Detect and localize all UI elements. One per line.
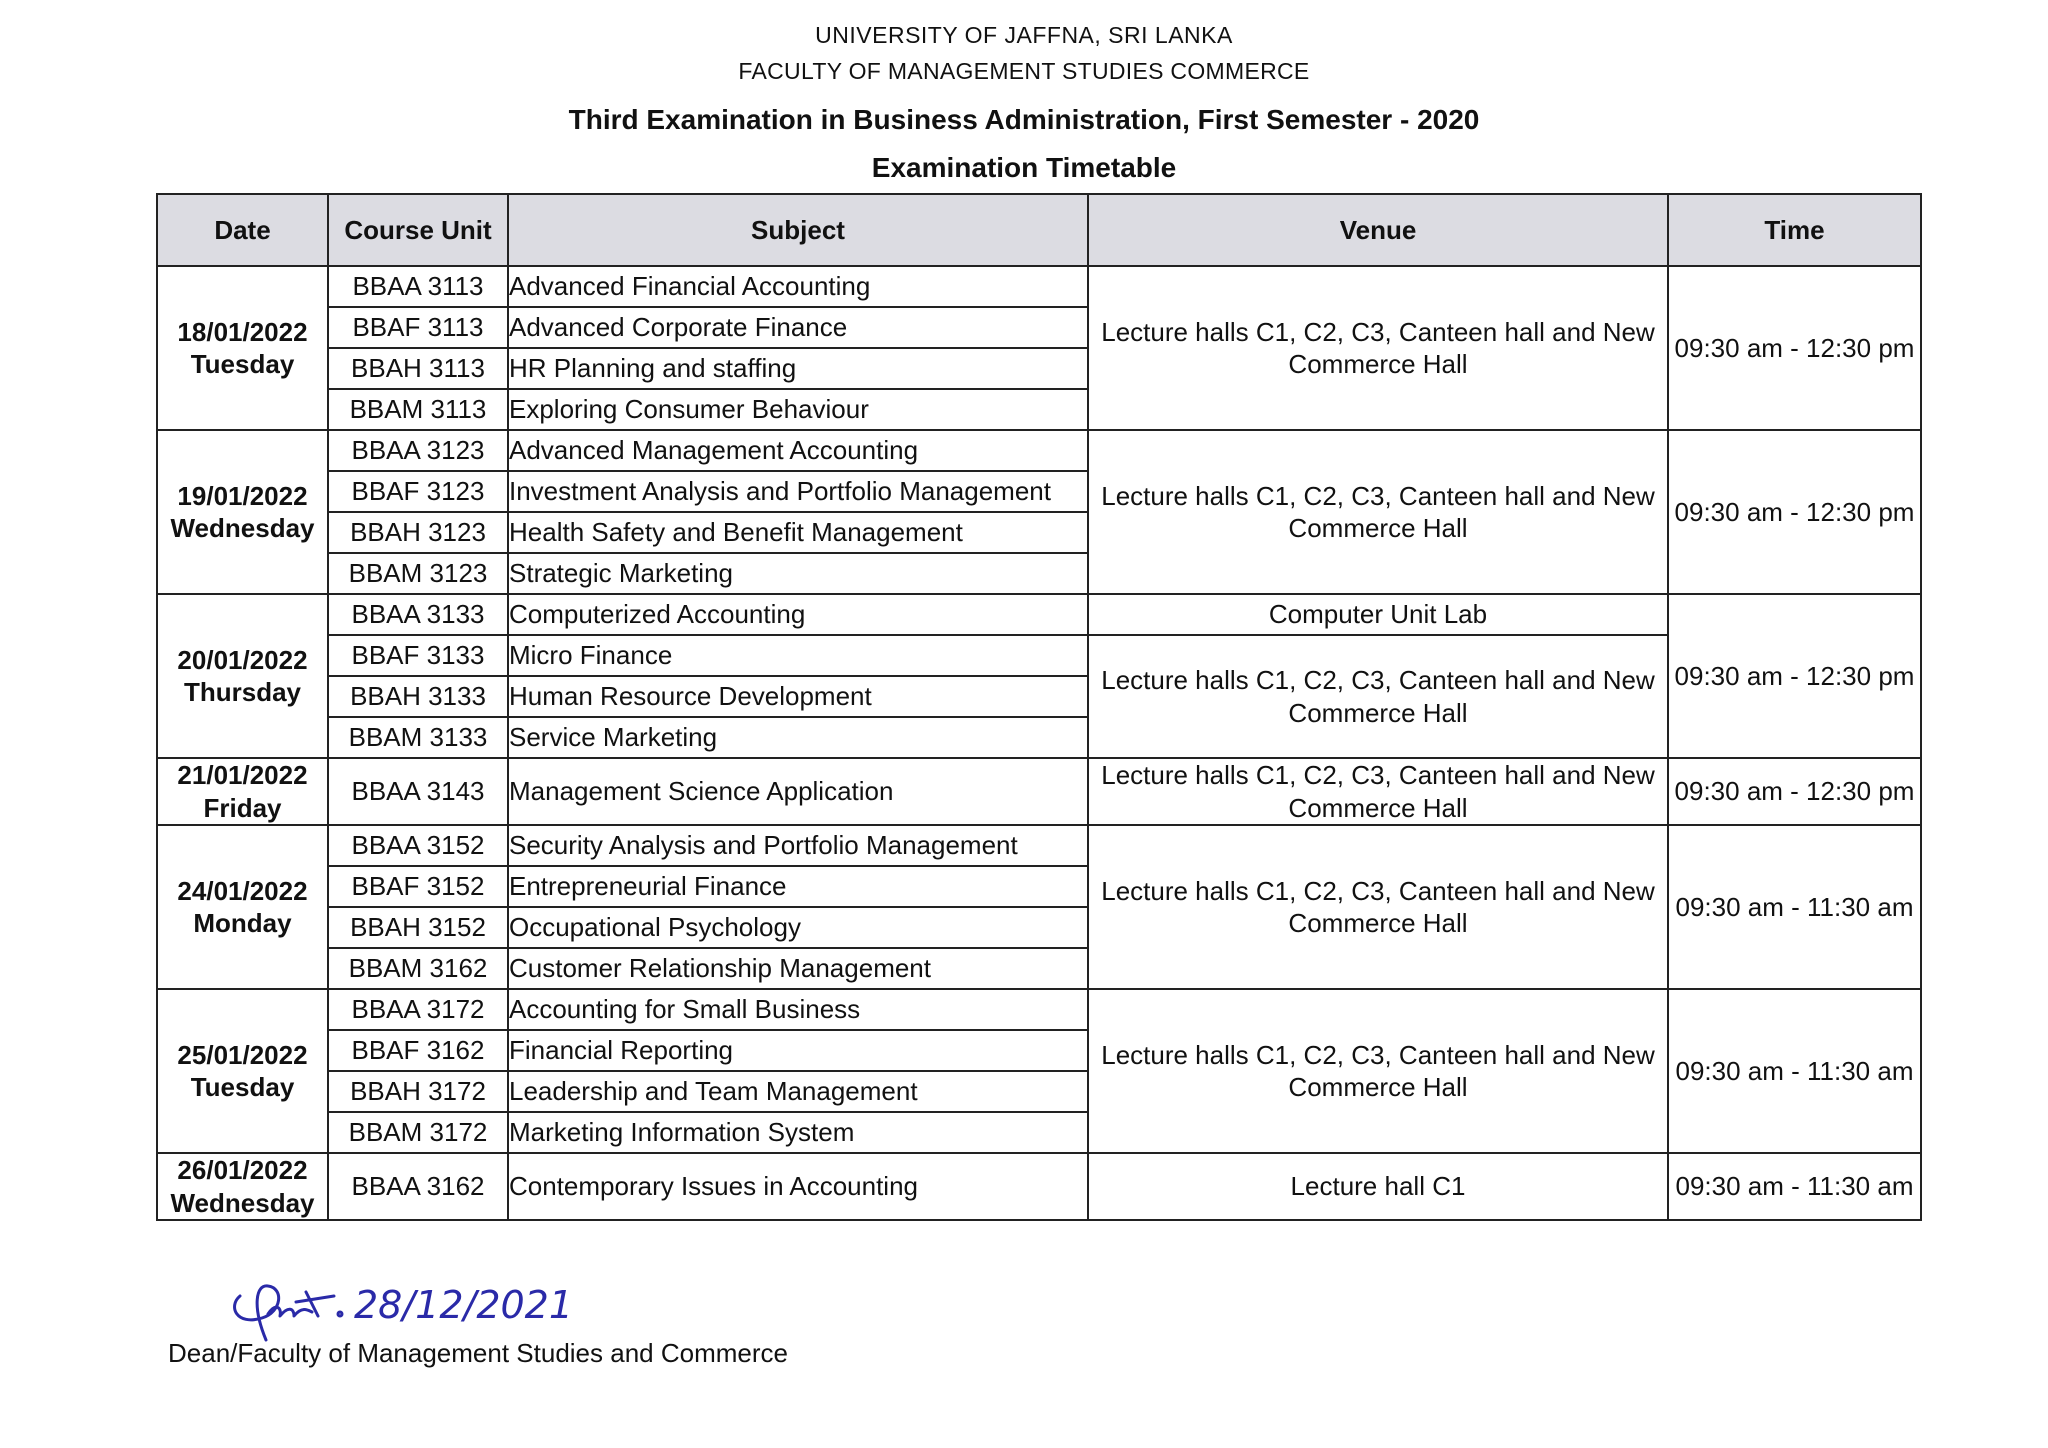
subject-cell: Advanced Financial Accounting	[508, 266, 1088, 307]
course-unit-cell: BBAF 3113	[328, 307, 508, 348]
column-header-subject: Subject	[508, 194, 1088, 266]
table-header-row	[157, 194, 1921, 266]
university-name: UNIVERSITY OF JAFFNA, SRI LANKA	[815, 22, 1233, 48]
table-row	[157, 1153, 1921, 1220]
subject-cell: Accounting for Small Business	[508, 989, 1088, 1030]
column-header-venue: Venue	[1088, 194, 1668, 266]
day-value: Monday	[193, 908, 292, 938]
subject-cell: Advanced Management Accounting	[508, 430, 1088, 471]
course-unit-cell: BBAM 3123	[328, 553, 508, 594]
venue-cell: Lecture halls C1, C2, C3, Canteen hall and New Commerce Hall	[1088, 825, 1668, 989]
time-cell: 09:30 am - 12:30 pm	[1668, 758, 1921, 825]
subject-cell: Management Science Application	[508, 758, 1088, 825]
date-cell	[157, 989, 328, 1153]
date-value: 19/01/2022	[177, 480, 308, 511]
subject-cell: HR Planning and staffing	[508, 348, 1088, 389]
subject-cell: Financial Reporting	[508, 1030, 1088, 1071]
table-row	[157, 989, 1921, 1030]
subject-cell: Advanced Corporate Finance	[508, 307, 1088, 348]
day-value: Thursday	[183, 677, 302, 707]
venue-cell: Lecture hall C1	[1088, 1153, 1668, 1220]
venue-cell: Lecture halls C1, C2, C3, Canteen hall and New Commerce Hall	[1088, 266, 1668, 430]
date-cell	[157, 825, 328, 989]
subject-cell: Entrepreneurial Finance	[508, 866, 1088, 907]
table-row	[157, 758, 1921, 825]
day-value: Friday	[203, 792, 282, 823]
exam-timetable	[156, 193, 1922, 1221]
day-value: Tuesday	[190, 349, 295, 379]
subject-cell: Human Resource Development	[508, 676, 1088, 717]
subject-cell: Service Marketing	[508, 717, 1088, 758]
subject-cell: Occupational Psychology	[508, 907, 1088, 948]
table-row	[157, 266, 1921, 307]
course-unit-cell: BBAA 3123	[328, 430, 508, 471]
column-header-time: Time	[1668, 194, 1921, 266]
subject-cell: Security Analysis and Portfolio Management	[508, 825, 1088, 866]
column-header-date: Date	[157, 194, 328, 266]
subject-cell: Exploring Consumer Behaviour	[508, 389, 1088, 430]
day-value: Tuesday	[190, 1072, 295, 1102]
course-unit-cell: BBAA 3113	[328, 266, 508, 307]
subject-cell: Computerized Accounting	[508, 594, 1088, 635]
day-value: Wednesday	[170, 1187, 315, 1218]
date-value: 21/01/2022	[177, 760, 308, 790]
faculty-name: FACULTY OF MANAGEMENT STUDIES COMMERCE	[738, 58, 1310, 84]
course-unit-cell: BBAH 3172	[328, 1071, 508, 1112]
subject-cell: Marketing Information System	[508, 1112, 1088, 1153]
day-value: Wednesday	[170, 513, 315, 543]
date-value: 20/01/2022	[177, 644, 308, 675]
subject-cell: Customer Relationship Management	[508, 948, 1088, 989]
subject-cell: Leadership and Team Management	[508, 1071, 1088, 1112]
time-cell: 09:30 am - 12:30 pm	[1668, 430, 1921, 594]
course-unit-cell: BBAF 3133	[328, 635, 508, 676]
course-unit-cell: BBAM 3162	[328, 948, 508, 989]
date-value: 18/01/2022	[177, 316, 308, 347]
table-row	[157, 635, 1921, 676]
course-unit-cell: BBAH 3152	[328, 907, 508, 948]
venue-cell: Lecture halls C1, C2, C3, Canteen hall and New Commerce Hall	[1088, 635, 1668, 758]
subject-cell: Investment Analysis and Portfolio Management	[508, 471, 1088, 512]
date-cell	[157, 758, 328, 825]
course-unit-cell: BBAH 3123	[328, 512, 508, 553]
course-unit-cell: BBAH 3113	[328, 348, 508, 389]
timetable-subtitle: Examination Timetable	[871, 152, 1177, 183]
course-unit-cell: BBAA 3143	[328, 758, 508, 825]
course-unit-cell: BBAF 3123	[328, 471, 508, 512]
subject-cell: Strategic Marketing	[508, 553, 1088, 594]
time-cell: 09:30 am - 11:30 am	[1668, 1153, 1921, 1220]
venue-cell: Lecture halls C1, C2, C3, Canteen hall and New Commerce Hall	[1088, 758, 1668, 825]
course-unit-cell: BBAA 3172	[328, 989, 508, 1030]
time-cell: 09:30 am - 12:30 pm	[1668, 266, 1921, 430]
date-cell	[157, 266, 328, 430]
date-value: 25/01/2022	[177, 1039, 308, 1070]
course-unit-cell: BBAA 3162	[328, 1153, 508, 1220]
time-cell: 09:30 am - 11:30 am	[1668, 989, 1921, 1153]
course-unit-cell: BBAH 3133	[328, 676, 508, 717]
subject-cell: Contemporary Issues in Accounting	[508, 1153, 1088, 1220]
course-unit-cell: BBAA 3152	[328, 825, 508, 866]
course-unit-cell: BBAA 3133	[328, 594, 508, 635]
time-cell: 09:30 am - 12:30 pm	[1668, 594, 1921, 758]
course-unit-cell: BBAM 3133	[328, 717, 508, 758]
table-row	[157, 825, 1921, 866]
table-row	[157, 430, 1921, 471]
course-unit-cell: BBAF 3152	[328, 866, 508, 907]
date-value: 26/01/2022	[177, 1155, 308, 1185]
exam-title: Third Examination in Business Administration, First Semester - 2020	[568, 104, 1480, 135]
table-row	[157, 594, 1921, 635]
date-cell	[157, 594, 328, 758]
venue-cell: Lecture halls C1, C2, C3, Canteen hall and New Commerce Hall	[1088, 430, 1668, 594]
column-header-course-unit: Course Unit	[328, 194, 508, 266]
signature-date: 28/12/2021	[354, 1283, 574, 1327]
date-value: 24/01/2022	[177, 875, 308, 906]
course-unit-cell: BBAF 3162	[328, 1030, 508, 1071]
date-cell	[157, 1153, 328, 1220]
date-cell	[157, 430, 328, 594]
time-cell: 09:30 am - 11:30 am	[1668, 825, 1921, 989]
subject-cell: Health Safety and Benefit Management	[508, 512, 1088, 553]
venue-cell: Computer Unit Lab	[1088, 594, 1668, 635]
signature-caption: Dean/Faculty of Management Studies and Commerce	[168, 1338, 788, 1368]
course-unit-cell: BBAM 3113	[328, 389, 508, 430]
venue-cell: Lecture halls C1, C2, C3, Canteen hall and New Commerce Hall	[1088, 989, 1668, 1153]
subject-cell: Micro Finance	[508, 635, 1088, 676]
course-unit-cell: BBAM 3172	[328, 1112, 508, 1153]
